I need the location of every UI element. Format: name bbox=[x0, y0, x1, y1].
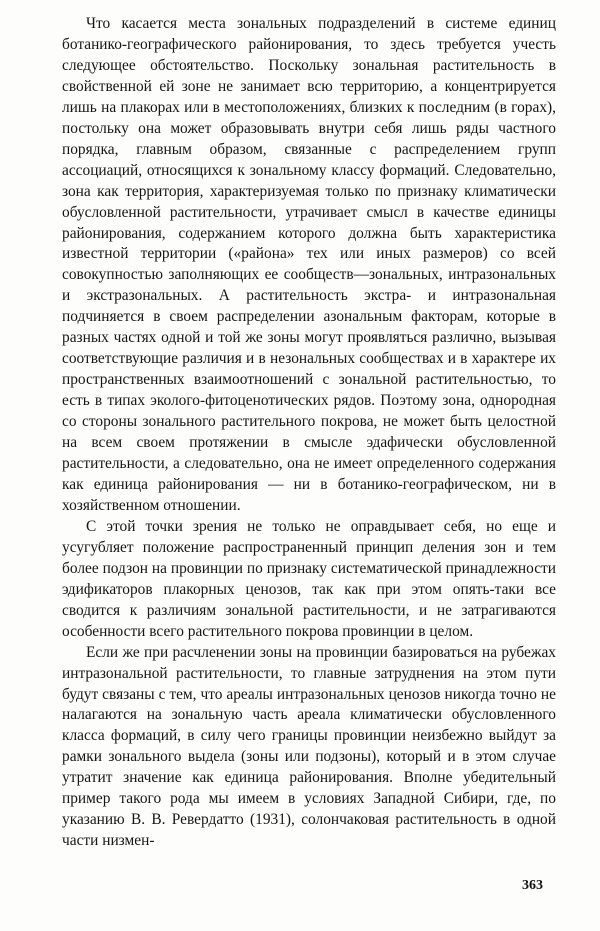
page-number: 363 bbox=[522, 878, 543, 893]
paragraph-1: Что касается места зональных подразделений в системе единиц ботанико-географического районирования, то здесь требуется учесть следующее обстоятельство. Поскольку зональная растительность в свойственной ей зоне не занимает всю территорию, а концентрируется лишь на плакорах или в местоположениях, близких к последним (в горах), постольку она может образовывать внутри себя лишь ряды частного порядка, главным образом, связанные с распределением групп ассоциаций, относящихся к зональному классу формаций. Следовательно, зона как территория, характеризуемая только по признаку климатически обусловленной растительности, утрачивает смысл в качестве единицы районирования, содержанием которого должна быть характеристика известной территории («района» тех или иных размеров) со всей совокупностью заполняющих ее сообществ—зональных, интразональных и экстразональных. А растительность экстра- и интразональная подчиняется в своем распределении азональным факторам, которые в разных частях одной и той же зоны могут проявляться различно, вызывая соответствующие различия и в незональных сообществах и в характере их пространственных взаимоотношений с зональной растительностью, то есть в типах эколого-фитоценотических рядов. Поэтому зона, однородная со стороны зонального растительного покрова, не может быть целостной на всем своем протяжении в смысле эдафически обусловленной растительности, а следовательно, она не имеет определенного содержания как единица районирования — ни в ботанико-географическом, ни в хозяйственном отношении. bbox=[62, 15, 556, 514]
paragraph-2: С этой точки зрения не только не оправдывает себя, но еще и усугубляет положение распространенный принцип деления зон и тем более подзон на провинции по признаку систематической принадлежности эдификаторов плакорных ценозов, так как при этом опять-таки все сводится к различиям зональной растительности, и не затрагиваются особенности всего растительного покрова провинции в целом. bbox=[62, 517, 556, 640]
paragraph-3: Если же при расчленении зоны на провинции базироваться на рубежах интразональной растительности, то главные затруднения на этом пути будут связаны с тем, что ареалы интразональных ценозов никогда точно не налагаются на зональную часть ареала климатически обусловленного класса формаций, в силу чего границы провинции неизбежно выйдут за рамки зонального выдела (зоны или подзоны), который и в этом случае утратит значение как единица районирования. Вполне убедительный пример такого рода мы имеем в условиях Западной Сибири, где, по указанию В. В. Ревердатто (1931), солончаковая растительность в одной части низмен- bbox=[62, 643, 556, 850]
body-text bbox=[62, 14, 556, 852]
